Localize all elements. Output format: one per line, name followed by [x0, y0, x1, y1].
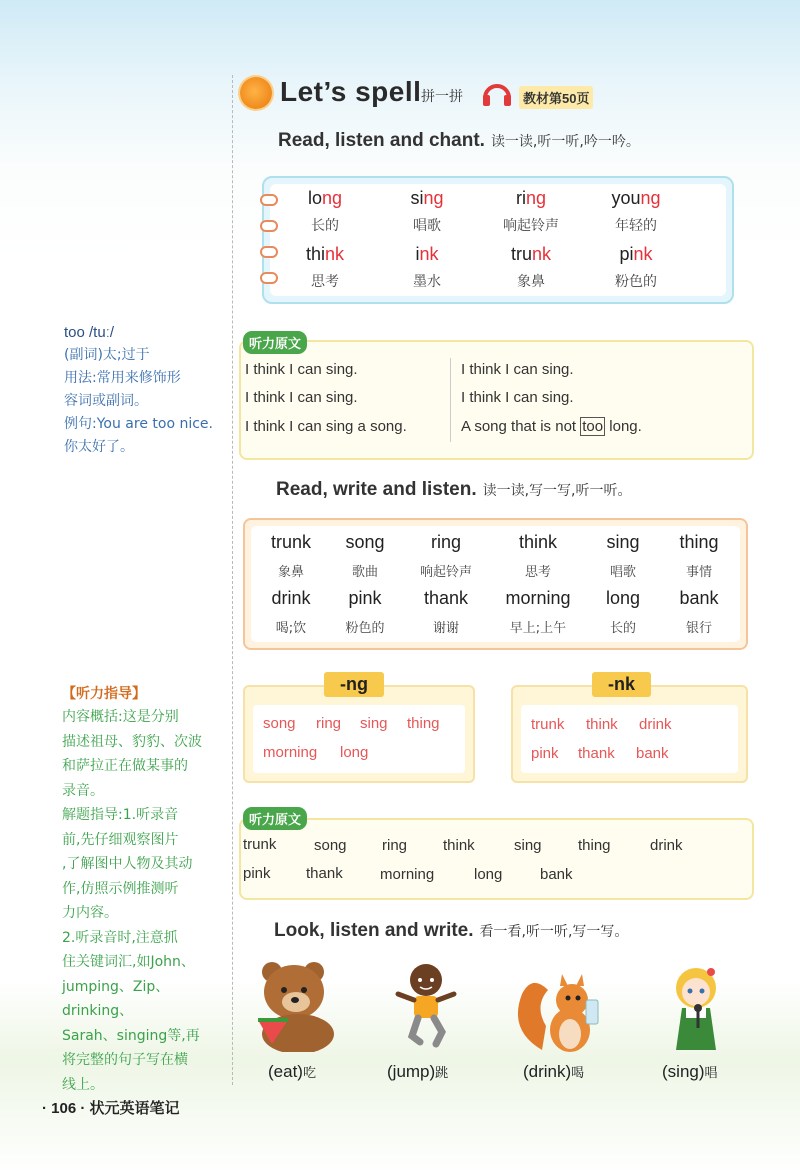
guide-line: 解题指导:1.听录音 — [62, 807, 179, 823]
guide-line: 住关键词汇,如John、 — [62, 954, 195, 970]
nk-word: pink — [531, 745, 559, 762]
script-word: trunk — [243, 836, 277, 853]
guide-line: 2.听录音时,注意抓 — [62, 929, 178, 946]
section-title-en: Look, listen and write. — [274, 920, 474, 941]
margin-divider — [232, 75, 233, 1085]
guide-title: 【听力指导】 — [62, 686, 146, 702]
script-line: I think I can sing. — [245, 361, 358, 378]
vocab-usage: 用法:常用来修饰形 — [64, 370, 181, 386]
script-word: bank — [540, 866, 573, 883]
chant-word-box — [262, 176, 734, 304]
grid-word: ring 响起铃声 — [419, 532, 472, 580]
guide-line: 和萨拉正在做某事的 — [62, 758, 188, 774]
section-title-en: Read, listen and chant. — [278, 130, 485, 151]
ng-word: morning — [263, 744, 318, 761]
squirrel-drinking-image — [512, 970, 608, 1054]
grid-word: think 思考 — [518, 532, 558, 580]
listening-script-box-2 — [239, 818, 754, 900]
script-line: I think I can sing a song. — [245, 418, 407, 435]
ng-sound-box — [243, 685, 475, 783]
script-word: drink — [650, 837, 683, 854]
chant-word: trunk 象鼻 — [510, 244, 552, 290]
script-word: think — [443, 837, 475, 854]
section-title-cn: 读一读,写一写,听一听。 — [482, 483, 632, 499]
section-title-cn: 读一读,听一听,吟一吟。 — [490, 134, 640, 150]
nk-sound-box — [511, 685, 748, 783]
guide-line: 前,先仔细观察图片 — [62, 831, 179, 848]
vocab-example: 你太好了。 — [64, 439, 134, 455]
script-word: sing — [514, 837, 542, 854]
nk-label: -nk — [592, 672, 651, 697]
script-word: ring — [382, 837, 408, 854]
grid-word: trunk 象鼻 — [270, 532, 312, 580]
chant-word: ink 墨水 — [413, 244, 441, 290]
nk-word: trunk — [531, 716, 565, 733]
section-title-en: Read, write and listen. — [276, 479, 477, 500]
script-divider — [450, 358, 451, 442]
ng-word: sing — [360, 715, 388, 732]
ng-word: long — [340, 744, 369, 761]
nk-word: thank — [578, 745, 615, 762]
answer-jump: (jump)跳 — [387, 1062, 449, 1081]
chant-word: long 长的 — [307, 188, 343, 234]
ng-word: song — [263, 715, 296, 732]
guide-line: Sarah、singing等,再 — [62, 1027, 200, 1044]
listening-script-tag: 听力原文 — [243, 331, 307, 354]
answer-sing: (sing)唱 — [662, 1062, 718, 1081]
vocab-side-note — [64, 321, 229, 459]
script-word: pink — [243, 865, 271, 882]
vocab-pos: (副词)太;过于 — [64, 347, 150, 363]
guide-line: 作,仿照示例推测听 — [62, 880, 179, 897]
house-icon — [240, 77, 272, 109]
chant-word: think 思考 — [305, 244, 345, 290]
headphone-icon — [481, 78, 513, 108]
ng-word: thing — [407, 715, 440, 732]
guide-line: 描述祖母、豹豹、次波 — [62, 733, 202, 750]
nk-word: bank — [636, 745, 669, 762]
section-title-cn: 看一看,听一听,写一写。 — [479, 924, 629, 940]
grid-word: pink 粉色的 — [345, 588, 385, 636]
word-grid — [243, 518, 748, 650]
vocab-word: too /tuː/ — [64, 324, 115, 341]
chant-word: pink 粉色的 — [615, 244, 657, 290]
script-line: A song that is not too long. — [461, 418, 642, 435]
script-word: morning — [380, 866, 435, 883]
bear-eating-watermelon-image — [252, 958, 344, 1052]
guide-line: 将完整的句子写在横 — [62, 1052, 188, 1068]
script-word: long — [474, 866, 503, 883]
nk-word: think — [586, 716, 618, 733]
boy-jumping-image — [390, 960, 462, 1052]
grid-word: thing 事情 — [679, 532, 719, 580]
grid-word: song 歌曲 — [345, 532, 385, 580]
listening-script-tag: 听力原文 — [243, 807, 307, 830]
girl-singing-image — [664, 962, 728, 1054]
script-word: thing — [578, 837, 611, 854]
answer-drink: (drink)喝 — [523, 1062, 585, 1081]
grid-word: drink 喝;饮 — [271, 588, 311, 636]
guide-line: 录音。 — [62, 782, 104, 799]
guide-line: ,了解图中人物及其动 — [62, 856, 193, 872]
script-word: thank — [306, 865, 343, 882]
section-title-look — [274, 920, 628, 942]
page-title: Let’s spell — [280, 76, 422, 107]
section-title-chant — [278, 130, 640, 152]
vocab-example: 例句:You are too nice. — [64, 416, 213, 432]
guide-line: jumping、Zip、drinking、 — [62, 978, 170, 1019]
script-line: I think I can sing. — [245, 389, 358, 406]
script-line: I think I can sing. — [461, 389, 574, 406]
nk-word: drink — [639, 716, 672, 733]
grid-word: morning 早上;上午 — [505, 588, 571, 636]
chant-word: sing 唱歌 — [410, 188, 444, 234]
ng-label: -ng — [324, 672, 384, 697]
guide-line: 力内容。 — [62, 905, 118, 921]
script-word: song — [314, 837, 347, 854]
page-footer: · 106 · 状元英语笔记 — [42, 1100, 180, 1117]
chant-word: young 年轻的 — [611, 188, 661, 234]
listening-guide — [62, 683, 230, 1097]
vocab-usage: 容词或副词。 — [64, 393, 148, 409]
answer-eat: (eat)吃 — [268, 1062, 316, 1081]
grid-word: bank 银行 — [679, 588, 719, 636]
guide-line: 线上。 — [62, 1076, 104, 1093]
textbook-page-ref: 教材第50页 — [519, 86, 593, 109]
grid-word: sing 唱歌 — [606, 532, 640, 580]
boxed-word: too — [582, 418, 604, 435]
script-line: I think I can sing. — [461, 361, 574, 378]
guide-line: 内容概括:这是分别 — [62, 709, 179, 725]
ng-word: ring — [316, 715, 342, 732]
chant-word: ring 响起铃声 — [503, 188, 559, 234]
grid-word: thank 谢谢 — [423, 588, 469, 636]
grid-word: long 长的 — [605, 588, 641, 636]
page-subtitle: 拼一拼 — [421, 89, 463, 105]
section-title-write — [276, 479, 632, 501]
